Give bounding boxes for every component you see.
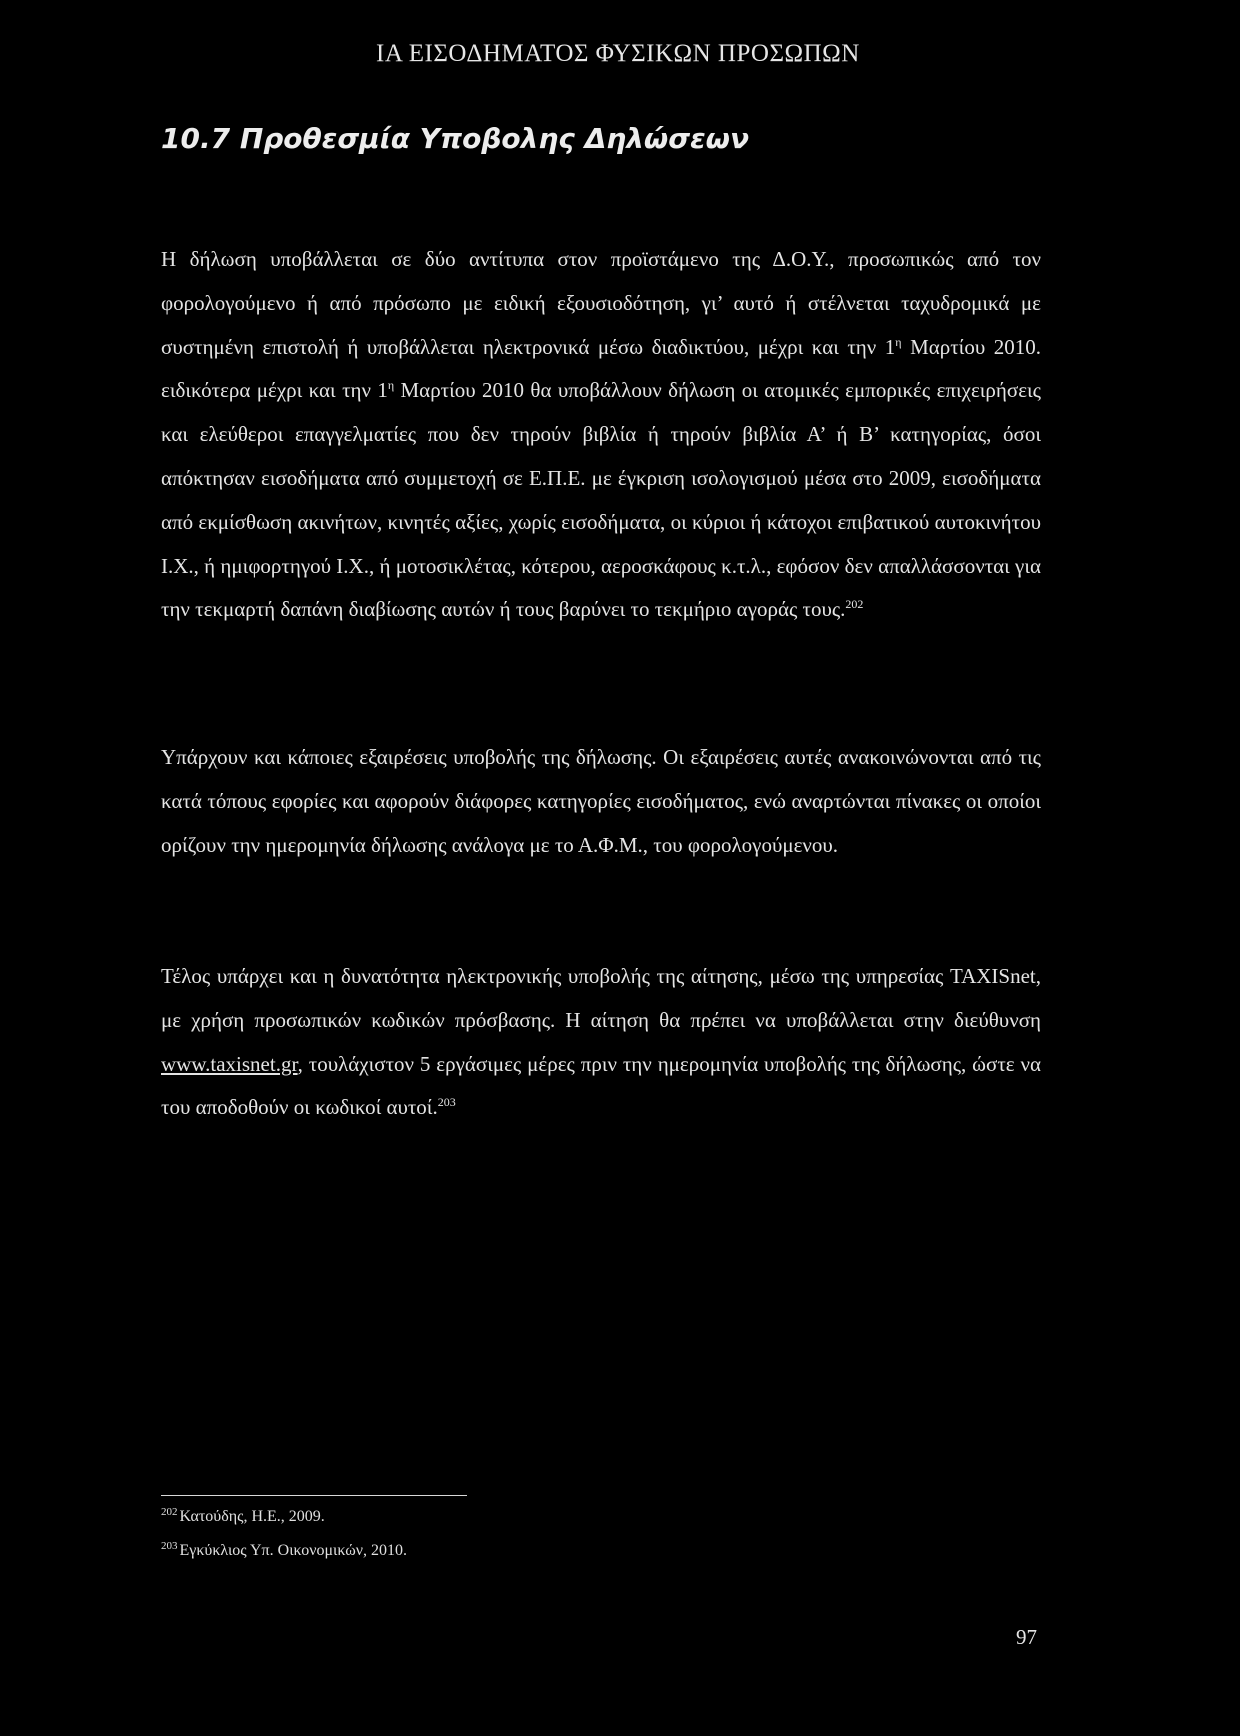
footnote-number: 202	[161, 1505, 178, 1518]
footnote-number: 203	[161, 1539, 178, 1552]
footnote-text: Κατούδης, Η.Ε., 2009.	[179, 1508, 325, 1525]
footnote-text: Εγκύκλιος Υπ. Οικονομικών, 2010.	[179, 1542, 408, 1559]
ordinal-superscript: η	[387, 378, 395, 393]
footnote-202	[161, 1505, 325, 1526]
ordinal-superscript: η	[895, 334, 902, 349]
footnote-divider	[161, 1495, 467, 1496]
running-header: ΙΑ ΕΙΣΟΔΗΜΑΤΟΣ ΦΥΣΙΚΩΝ ΠΡΟΣΩΠΩΝ	[376, 40, 860, 67]
paragraph-1-text: Η δήλωση υποβάλλεται σε δύο αντίτυπα στον προϊστάμενο της Δ.Ο.Υ., προσωπικώς από τον φορολογούμενο ή από πρόσωπο με ειδική εξουσιοδότηση, γι’ αυτό ή στέλνεται ταχυδρομικά με συστημένη επιστολή ή υποβάλλεται ηλεκτρονικά μέσω διαδικτύου, μέχρι και την 1	[161, 247, 1041, 359]
paragraph-3	[161, 955, 1041, 1130]
footnote-203	[161, 1539, 408, 1560]
section-heading: 10.7 Προθεσμία Υποβολης Δηλώσεων	[161, 122, 750, 155]
footnote-ref-203[interactable]: 203	[437, 1095, 456, 1110]
taxisnet-link[interactable]: www.taxisnet.gr	[161, 1051, 298, 1076]
page-number: 97	[1016, 1625, 1037, 1649]
paragraph-1	[161, 238, 1041, 632]
paragraph-1-text-2: Μαρτίου 2010. ειδικότερα μέχρι και την 1	[161, 334, 1041, 403]
paragraph-3-text: Τέλος υπάρχει και η δυνατότητα ηλεκτρονικής υποβολής της αίτησης, μέσω της υπηρεσίας TAXISnet, με χρήση προσωπικών κωδικών πρόσβασης. Η αίτηση θα πρέπει να υποβάλλεται στην διεύθυνση	[161, 964, 1041, 1032]
footnote-ref-202[interactable]: 202	[845, 597, 864, 612]
paragraph-3-text-2: , τουλάχιστον 5 εργάσιμες μέρες πριν την ημερομηνία υποβολής της δήλωσης, ώστε να του αποδοθούν οι κωδικοί αυτοί.	[161, 1051, 1041, 1120]
paragraph-1-text-3: Μαρτίου 2010 θα υποβάλλουν δήλωση οι ατομικές εμπορικές επιχειρήσεις και ελεύθεροι επαγγελματίες που δεν τηρούν βιβλία ή τηρούν βιβλία Α’ ή Β’ κατηγορίας, όσοι απόκτησαν εισοδήματα από συμμετοχή σε Ε.Π.Ε. με έγκριση ισολογισμού μέσα στο 2009, εισοδήματα από εκμίσθωση ακινήτων, κινητές αξίες, χωρίς εισοδήματα, οι κύριοι ή κάτοχοι επιβατικού αυτοκινήτου Ι.Χ., ή ημιφορτηγού Ι.Χ., ή μοτοσικλέτας, κότερου, αεροσκάφους κ.τ.λ., εφόσον δεν απαλλάσσονται για την τεκμαρτή δαπάνη διαβίωσης αυτών ή τους βαρύνει το τεκμήριο αγοράς τους.	[161, 378, 1041, 622]
paragraph-2: Υπάρχουν και κάποιες εξαιρέσεις υποβολής της δήλωσης. Οι εξαιρέσεις αυτές ανακοινώνονται από τις κατά τόπους εφορίες και αφορούν διάφορες κατηγορίες εισοδήματος, ενώ αναρτώνται πίνακες οι οποίοι ορίζουν την ημερομηνία δήλωσης ανάλογα με το Α.Φ.Μ., του φορολογούμενου.	[161, 745, 1041, 857]
